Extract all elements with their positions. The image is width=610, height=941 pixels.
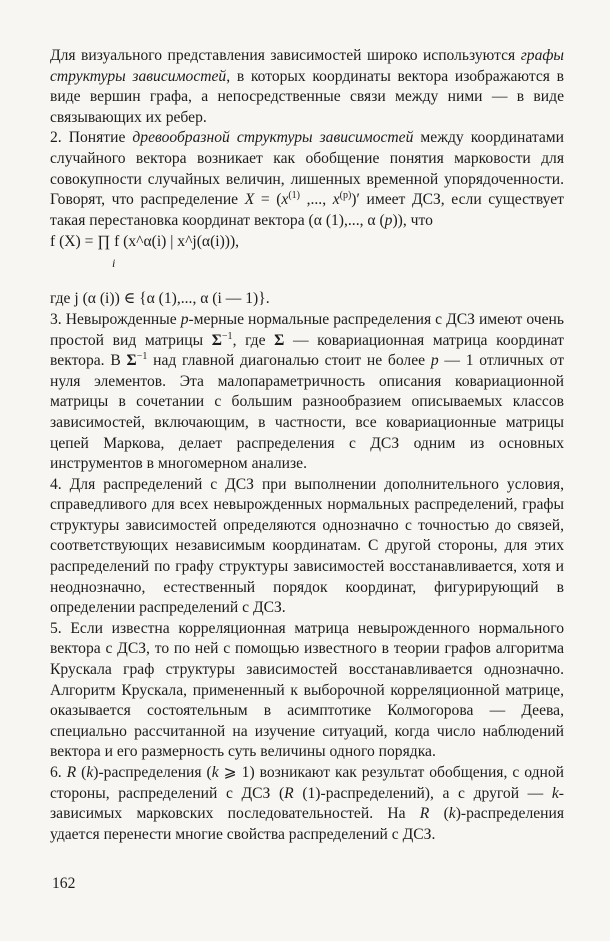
paragraph-graphs: Для визуального представления зависимостей широко используются графы структуры зависимостей, в которых координаты вектора изображаются в виде вершин графа, а непосредственные связи между ними — в виде связывающих их ребер.: [50, 47, 564, 126]
emphasis-term: древообразной структуры зависимостей: [132, 129, 414, 147]
formula-main: f (X) = ∏ f (x^α(i) | x^j(α(i))),: [50, 233, 240, 251]
formula-subscript: i: [112, 256, 116, 271]
paragraph-item-4: 4. Для распределений с ДСЗ при выполнении дополнительного условия, справедливого для всех невырожденных нормальных распределений, графы структуры зависимостей определяются однозначно с точностью до связей, соответствующих независимым координатам. С другой стороны, для этих распределений по графу структуры зависимостей восстанавливается, хотя и неоднозначно, естественный порядок координат, фигурирующий в определении распределений с ДСЗ.: [50, 475, 564, 617]
paragraph-where: где j (α (i)) ∈ {α (1),..., α (i — 1)}.: [50, 290, 270, 308]
paragraph-item-6: 6. R (k)-распределения (k ⩾ 1) возникают как результат обобщения, с одной стороны, распределений с ДСЗ (R (1)-распределений), а с другой — k-зависимых марковских последовательностей. На R (k)-распределения удается перенести многие свойства распределений с ДСЗ.: [50, 764, 565, 843]
paragraph-item-5: 5. Если известна корреляционная матрица невырожденного нормального вектора с ДСЗ, то по ней с помощью известного в теории графов алгоритма Крускала граф структуры зависимостей восстанавливается однозначно. Алгоритм Крускала, примененный к выборочной корреляционной матрице, оказывается состоятельным в асимптотике Колмогорова — Деева, специально рассчитанной на изучение ситуаций, когда число наблюдений вектора и его размерность суть величины одного порядка.: [50, 619, 564, 761]
page-number: 162: [52, 875, 76, 892]
emphasis-term: графы структуры зависимостей: [50, 47, 564, 85]
text-body: [50, 46, 564, 845]
formula-product: [50, 231, 564, 289]
paragraph-item-3: 3. Невырожденные p-мерные нормальные распределения с ДСЗ имеют очень простой вид матрицы $\Sigma^{-1}$, где Σ — ковариационная матрица координат вектора. В $\Sigma^{-1}$ над главной диагональю стоит не более p — 1 отличных от нуля элементов. Эта малопараметричность описания ковариационной матрицы в сочетании с большим разнообразием описываемых классов зависимостей, включающим, в частности, все ковариационные матрицы цепей Маркова, делает распределения с ДСЗ одним из основных инструментов в многомерном анализе.: [50, 310, 565, 473]
paragraph-item-2: 2. Понятие древообразной структуры зависимостей между координатами случайного вектора возникает как обобщение понятия марковости для совокупности случайных величин, лишенных временной упорядоченности. Говорят, что распределение $X = (x^{(1)}$ ,..., $x^{(p)})'$ имеет ДСЗ, если существует такая перестановка координат вектора (α (1),..., α (p)), что: [50, 129, 564, 229]
